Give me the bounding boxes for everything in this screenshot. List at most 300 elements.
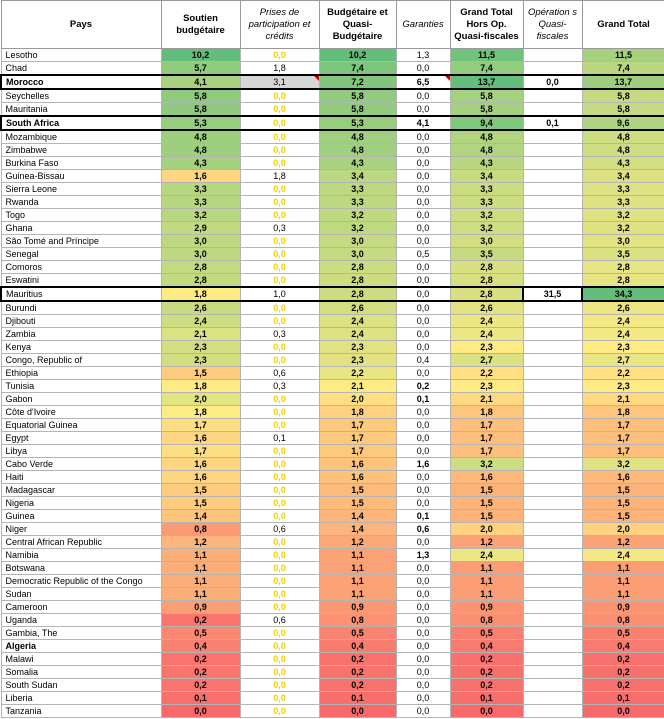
cell-soutien-budgetaire: 4,3 [161,157,240,170]
cell-budgetaire-quasi: 2,6 [319,301,396,315]
cell-prises-participation: 0,0 [240,196,319,209]
cell-soutien-budgetaire: 3,0 [161,248,240,261]
cell-country-name: Somalia [1,666,161,679]
cell-budgetaire-quasi: 0,2 [319,653,396,666]
cell-prises-participation: 0,0 [240,315,319,328]
cell-country-name: Burundi [1,301,161,315]
table-row [1,393,664,406]
cell-budgetaire-quasi: 1,1 [319,588,396,601]
cell-grand-total: 0,2 [582,679,664,692]
table-row [1,471,664,484]
cell-grand-total: 13,7 [582,75,664,89]
header-grand-total: Grand Total [582,1,664,49]
cell-soutien-budgetaire: 1,5 [161,367,240,380]
cell-budgetaire-quasi: 3,0 [319,248,396,261]
cell-country-name: Namibia [1,549,161,562]
cell-garanties: 0,0 [396,235,450,248]
cell-budgetaire-quasi: 4,3 [319,157,396,170]
cell-country-name: Madagascar [1,484,161,497]
cell-grand-total-hors-op: 2,0 [450,523,523,536]
cell-country-name: Nigeria [1,497,161,510]
table-row [1,315,664,328]
cell-grand-total-hors-op: 2,4 [450,549,523,562]
header-garanties: Garanties [396,1,450,49]
cell-budgetaire-quasi: 1,7 [319,445,396,458]
cell-grand-total: 2,8 [582,274,664,288]
cell-budgetaire-quasi: 10,2 [319,49,396,62]
cell-operations-quasi-fiscales [523,484,582,497]
cell-grand-total-hors-op: 1,5 [450,497,523,510]
cell-operations-quasi-fiscales [523,419,582,432]
cell-budgetaire-quasi: 1,8 [319,406,396,419]
cell-garanties: 0,0 [396,170,450,183]
cell-prises-participation: 1,8 [240,62,319,76]
cell-country-name: Sierra Leone [1,183,161,196]
cell-prises-participation: 0,0 [240,261,319,274]
cell-budgetaire-quasi: 0,0 [319,705,396,718]
table-row [1,62,664,76]
cell-grand-total: 2,8 [582,261,664,274]
cell-prises-participation: 0,0 [240,536,319,549]
cell-budgetaire-quasi: 0,9 [319,601,396,614]
table-row [1,601,664,614]
cell-country-name: Central African Republic [1,536,161,549]
cell-soutien-budgetaire: 0,5 [161,627,240,640]
table-row [1,549,664,562]
cell-garanties: 0,0 [396,484,450,497]
cell-country-name: Rwanda [1,196,161,209]
cell-prises-participation: 0,0 [240,549,319,562]
cell-grand-total-hors-op: 2,8 [450,261,523,274]
cell-garanties: 0,0 [396,341,450,354]
cell-operations-quasi-fiscales [523,274,582,288]
cell-grand-total: 2,4 [582,315,664,328]
cell-soutien-budgetaire: 3,3 [161,183,240,196]
cell-budgetaire-quasi: 2,1 [319,380,396,393]
cell-operations-quasi-fiscales [523,445,582,458]
cell-soutien-budgetaire: 1,5 [161,497,240,510]
cell-grand-total: 11,5 [582,49,664,62]
cell-budgetaire-quasi: 4,8 [319,144,396,157]
cell-prises-participation: 0,0 [240,705,319,718]
cell-soutien-budgetaire: 5,8 [161,89,240,103]
table-body [1,49,664,718]
cell-operations-quasi-fiscales [523,367,582,380]
cell-budgetaire-quasi: 2,4 [319,328,396,341]
table-row [1,484,664,497]
cell-soutien-budgetaire: 1,7 [161,419,240,432]
cell-country-name: Haiti [1,471,161,484]
cell-garanties: 0,0 [396,89,450,103]
cell-prises-participation: 0,0 [240,510,319,523]
cell-operations-quasi-fiscales [523,562,582,575]
cell-prises-participation: 0,0 [240,445,319,458]
cell-prises-participation: 0,0 [240,341,319,354]
cell-garanties: 0,0 [396,315,450,328]
cell-operations-quasi-fiscales [523,49,582,62]
cell-prises-participation: 1,8 [240,170,319,183]
cell-grand-total: 4,8 [582,144,664,157]
cell-grand-total-hors-op: 0,1 [450,692,523,705]
cell-grand-total-hors-op: 9,4 [450,116,523,130]
cell-garanties: 0,0 [396,130,450,144]
cell-operations-quasi-fiscales [523,301,582,315]
cell-operations-quasi-fiscales [523,222,582,235]
cell-grand-total-hors-op: 11,5 [450,49,523,62]
cell-operations-quasi-fiscales [523,248,582,261]
cell-grand-total: 2,7 [582,354,664,367]
cell-soutien-budgetaire: 0,4 [161,640,240,653]
cell-grand-total-hors-op: 0,2 [450,666,523,679]
cell-operations-quasi-fiscales [523,666,582,679]
cell-soutien-budgetaire: 4,8 [161,130,240,144]
cell-prises-participation: 3,1 [240,75,319,89]
cell-grand-total-hors-op: 2,1 [450,393,523,406]
cell-country-name: South Africa [1,116,161,130]
cell-grand-total-hors-op: 1,7 [450,432,523,445]
cell-grand-total-hors-op: 1,5 [450,484,523,497]
cell-operations-quasi-fiscales [523,209,582,222]
cell-operations-quasi-fiscales [523,692,582,705]
cell-grand-total: 0,9 [582,601,664,614]
cell-grand-total-hors-op: 0,0 [450,705,523,718]
table-row [1,536,664,549]
table-row [1,705,664,718]
cell-prises-participation: 0,3 [240,328,319,341]
table-row [1,157,664,170]
cell-grand-total: 1,2 [582,536,664,549]
cell-prises-participation: 0,0 [240,653,319,666]
cell-country-name: Djibouti [1,315,161,328]
cell-grand-total: 1,5 [582,484,664,497]
cell-garanties: 0,1 [396,393,450,406]
cell-prises-participation: 0,0 [240,89,319,103]
cell-prises-participation: 0,0 [240,458,319,471]
cell-garanties: 0,0 [396,406,450,419]
cell-grand-total: 4,8 [582,130,664,144]
cell-grand-total: 0,5 [582,627,664,640]
cell-garanties: 0,0 [396,614,450,627]
cell-prises-participation: 0,0 [240,419,319,432]
table-row [1,367,664,380]
table-row [1,354,664,367]
cell-garanties: 0,0 [396,144,450,157]
cell-garanties: 0,0 [396,445,450,458]
cell-country-name: Algeria [1,640,161,653]
cell-budgetaire-quasi: 1,1 [319,549,396,562]
cell-soutien-budgetaire: 2,6 [161,301,240,315]
cell-garanties: 4,1 [396,116,450,130]
cell-country-name: Botswana [1,562,161,575]
cell-garanties: 0,4 [396,354,450,367]
cell-budgetaire-quasi: 1,6 [319,458,396,471]
cell-grand-total: 1,5 [582,497,664,510]
cell-budgetaire-quasi: 1,4 [319,523,396,536]
cell-country-name: Seychelles [1,89,161,103]
cell-operations-quasi-fiscales [523,157,582,170]
cell-grand-total-hors-op: 7,4 [450,62,523,76]
cell-grand-total: 34,3 [582,287,664,301]
cell-grand-total: 2,4 [582,549,664,562]
cell-soutien-budgetaire: 1,6 [161,170,240,183]
cell-soutien-budgetaire: 0,0 [161,705,240,718]
table-row [1,130,664,144]
cell-country-name: Gabon [1,393,161,406]
table-row [1,458,664,471]
cell-country-name: Eswatini [1,274,161,288]
cell-soutien-budgetaire: 2,0 [161,393,240,406]
table-row [1,209,664,222]
cell-budgetaire-quasi: 7,2 [319,75,396,89]
cell-operations-quasi-fiscales [523,627,582,640]
cell-grand-total: 3,2 [582,209,664,222]
cell-grand-total: 2,4 [582,328,664,341]
cell-country-name: Kenya [1,341,161,354]
cell-prises-participation: 0,0 [240,627,319,640]
cell-soutien-budgetaire: 1,8 [161,380,240,393]
cell-grand-total-hors-op: 3,2 [450,458,523,471]
cell-budgetaire-quasi: 2,2 [319,367,396,380]
cell-soutien-budgetaire: 0,8 [161,523,240,536]
cell-prises-participation: 0,0 [240,209,319,222]
cell-soutien-budgetaire: 5,7 [161,62,240,76]
cell-country-name: Gambia, The [1,627,161,640]
cell-grand-total-hors-op: 3,2 [450,209,523,222]
cell-garanties: 0,0 [396,419,450,432]
cell-prises-participation: 0,0 [240,144,319,157]
cell-country-name: Niger [1,523,161,536]
cell-prises-participation: 0,0 [240,183,319,196]
cell-prises-participation: 0,0 [240,562,319,575]
cell-budgetaire-quasi: 5,8 [319,103,396,117]
cell-operations-quasi-fiscales [523,614,582,627]
table-row [1,75,664,89]
cell-budgetaire-quasi: 1,7 [319,419,396,432]
cell-grand-total-hors-op: 0,2 [450,653,523,666]
cell-soutien-budgetaire: 0,2 [161,666,240,679]
cell-operations-quasi-fiscales: 31,5 [523,287,582,301]
cell-garanties: 0,0 [396,640,450,653]
cell-soutien-budgetaire: 1,7 [161,445,240,458]
cell-prises-participation: 0,0 [240,130,319,144]
cell-operations-quasi-fiscales [523,432,582,445]
cell-country-name: Cabo Verde [1,458,161,471]
cell-budgetaire-quasi: 2,8 [319,274,396,288]
table-row [1,248,664,261]
cell-country-name: Congo, Republic of [1,354,161,367]
cell-soutien-budgetaire: 3,0 [161,235,240,248]
cell-operations-quasi-fiscales [523,575,582,588]
cell-grand-total: 3,0 [582,235,664,248]
table-row [1,432,664,445]
table-row [1,562,664,575]
cell-country-name: Egypt [1,432,161,445]
cell-prises-participation: 0,0 [240,679,319,692]
cell-soutien-budgetaire: 0,2 [161,614,240,627]
table-row [1,380,664,393]
cell-garanties: 0,0 [396,705,450,718]
cell-grand-total: 2,0 [582,523,664,536]
cell-operations-quasi-fiscales [523,406,582,419]
cell-grand-total-hors-op: 3,2 [450,222,523,235]
table-row [1,588,664,601]
cell-prises-participation: 0,3 [240,380,319,393]
cell-budgetaire-quasi: 7,4 [319,62,396,76]
cell-country-name: Sudan [1,588,161,601]
cell-soutien-budgetaire: 0,1 [161,692,240,705]
cell-grand-total: 1,1 [582,575,664,588]
cell-soutien-budgetaire: 2,4 [161,315,240,328]
cell-budgetaire-quasi: 0,4 [319,640,396,653]
cell-garanties: 1,3 [396,49,450,62]
cell-grand-total: 0,4 [582,640,664,653]
cell-budgetaire-quasi: 0,2 [319,666,396,679]
cell-prises-participation: 0,0 [240,471,319,484]
cell-grand-total-hors-op: 0,4 [450,640,523,653]
cell-garanties: 0,0 [396,301,450,315]
cell-grand-total-hors-op: 1,1 [450,588,523,601]
table-row [1,196,664,209]
cell-operations-quasi-fiscales [523,653,582,666]
cell-country-name: Zambia [1,328,161,341]
cell-grand-total-hors-op: 3,0 [450,235,523,248]
cell-garanties: 0,0 [396,103,450,117]
cell-operations-quasi-fiscales [523,144,582,157]
table-row [1,183,664,196]
cell-prises-participation: 0,0 [240,116,319,130]
cell-grand-total: 3,2 [582,222,664,235]
cell-garanties: 0,0 [396,497,450,510]
cell-grand-total-hors-op: 2,4 [450,328,523,341]
cell-garanties: 0,0 [396,627,450,640]
cell-grand-total-hors-op: 1,7 [450,419,523,432]
cell-operations-quasi-fiscales [523,380,582,393]
cell-country-name: Tanzania [1,705,161,718]
table-row [1,328,664,341]
cell-operations-quasi-fiscales [523,315,582,328]
cell-budgetaire-quasi: 2,4 [319,315,396,328]
cell-grand-total: 1,1 [582,562,664,575]
cell-country-name: Ghana [1,222,161,235]
table-row [1,144,664,157]
cell-operations-quasi-fiscales [523,393,582,406]
cell-garanties: 0,6 [396,523,450,536]
cell-grand-total: 5,8 [582,103,664,117]
header-row [1,1,664,49]
cell-soutien-budgetaire: 1,6 [161,471,240,484]
cell-country-name: Ethiopia [1,367,161,380]
cell-grand-total: 0,1 [582,692,664,705]
cell-budgetaire-quasi: 1,4 [319,510,396,523]
cell-prises-participation: 0,0 [240,406,319,419]
table-row [1,49,664,62]
cell-budgetaire-quasi: 2,8 [319,261,396,274]
cell-country-name: Mauritania [1,103,161,117]
cell-budgetaire-quasi: 1,5 [319,484,396,497]
cell-operations-quasi-fiscales [523,89,582,103]
cell-prises-participation: 0,0 [240,601,319,614]
header-budgetaire-quasi: Budgétaire et Quasi-Budgétaire [319,1,396,49]
cell-country-name: Liberia [1,692,161,705]
header-soutien-budgetaire: Soutien budgétaire [161,1,240,49]
cell-garanties: 0,0 [396,222,450,235]
cell-operations-quasi-fiscales [523,328,582,341]
cell-budgetaire-quasi: 1,7 [319,432,396,445]
cell-grand-total-hors-op: 2,8 [450,287,523,301]
cell-soutien-budgetaire: 1,1 [161,588,240,601]
cell-country-name: Lesotho [1,49,161,62]
cell-grand-total-hors-op: 2,4 [450,315,523,328]
cell-budgetaire-quasi: 3,3 [319,196,396,209]
cell-operations-quasi-fiscales [523,497,582,510]
cell-grand-total-hors-op: 2,7 [450,354,523,367]
cell-soutien-budgetaire: 1,1 [161,562,240,575]
cell-operations-quasi-fiscales [523,103,582,117]
cell-prises-participation: 0,0 [240,235,319,248]
table-row [1,640,664,653]
cell-prises-participation: 0,0 [240,157,319,170]
cell-prises-participation: 0,0 [240,301,319,315]
cell-soutien-budgetaire: 3,2 [161,209,240,222]
cell-soutien-budgetaire: 0,9 [161,601,240,614]
cell-budgetaire-quasi: 1,6 [319,471,396,484]
cell-operations-quasi-fiscales [523,170,582,183]
cell-operations-quasi-fiscales [523,679,582,692]
cell-garanties: 0,2 [396,380,450,393]
cell-grand-total-hors-op: 0,5 [450,627,523,640]
cell-budgetaire-quasi: 1,1 [319,575,396,588]
cell-soutien-budgetaire: 0,2 [161,679,240,692]
cell-prises-participation: 0,0 [240,274,319,288]
table-row [1,627,664,640]
cell-garanties: 0,0 [396,274,450,288]
cell-grand-total-hors-op: 1,5 [450,510,523,523]
cell-prises-participation: 0,0 [240,248,319,261]
cell-grand-total: 2,3 [582,341,664,354]
cell-operations-quasi-fiscales [523,62,582,76]
cell-grand-total: 5,8 [582,89,664,103]
cell-country-name: Côte d'Ivoire [1,406,161,419]
cell-soutien-budgetaire: 2,3 [161,341,240,354]
cell-country-name: Guinea [1,510,161,523]
cell-budgetaire-quasi: 2,3 [319,354,396,367]
cell-prises-participation: 0,0 [240,666,319,679]
cell-soutien-budgetaire: 0,2 [161,653,240,666]
cell-country-name: Tunisia [1,380,161,393]
cell-grand-total-hors-op: 1,6 [450,471,523,484]
header-prises-participation: Prises de participation et crédits [240,1,319,49]
header-operations-quasi-fiscales: Opération s Quasi-fiscales [523,1,582,49]
cell-soutien-budgetaire: 2,1 [161,328,240,341]
cell-soutien-budgetaire: 2,9 [161,222,240,235]
table-row [1,301,664,315]
cell-country-name: Chad [1,62,161,76]
cell-grand-total-hors-op: 5,8 [450,103,523,117]
table-row [1,235,664,248]
cell-prises-participation: 0,0 [240,49,319,62]
cell-country-name: Burkina Faso [1,157,161,170]
cell-garanties: 0,0 [396,679,450,692]
cell-prises-participation: 0,0 [240,640,319,653]
cell-grand-total: 0,0 [582,705,664,718]
cell-prises-participation: 0,1 [240,432,319,445]
cell-grand-total-hors-op: 1,2 [450,536,523,549]
cell-country-name: Democratic Republic of the Congo [1,575,161,588]
cell-prises-participation: 0,0 [240,692,319,705]
cell-grand-total-hors-op: 13,7 [450,75,523,89]
cell-garanties: 0,0 [396,575,450,588]
cell-garanties: 0,5 [396,248,450,261]
